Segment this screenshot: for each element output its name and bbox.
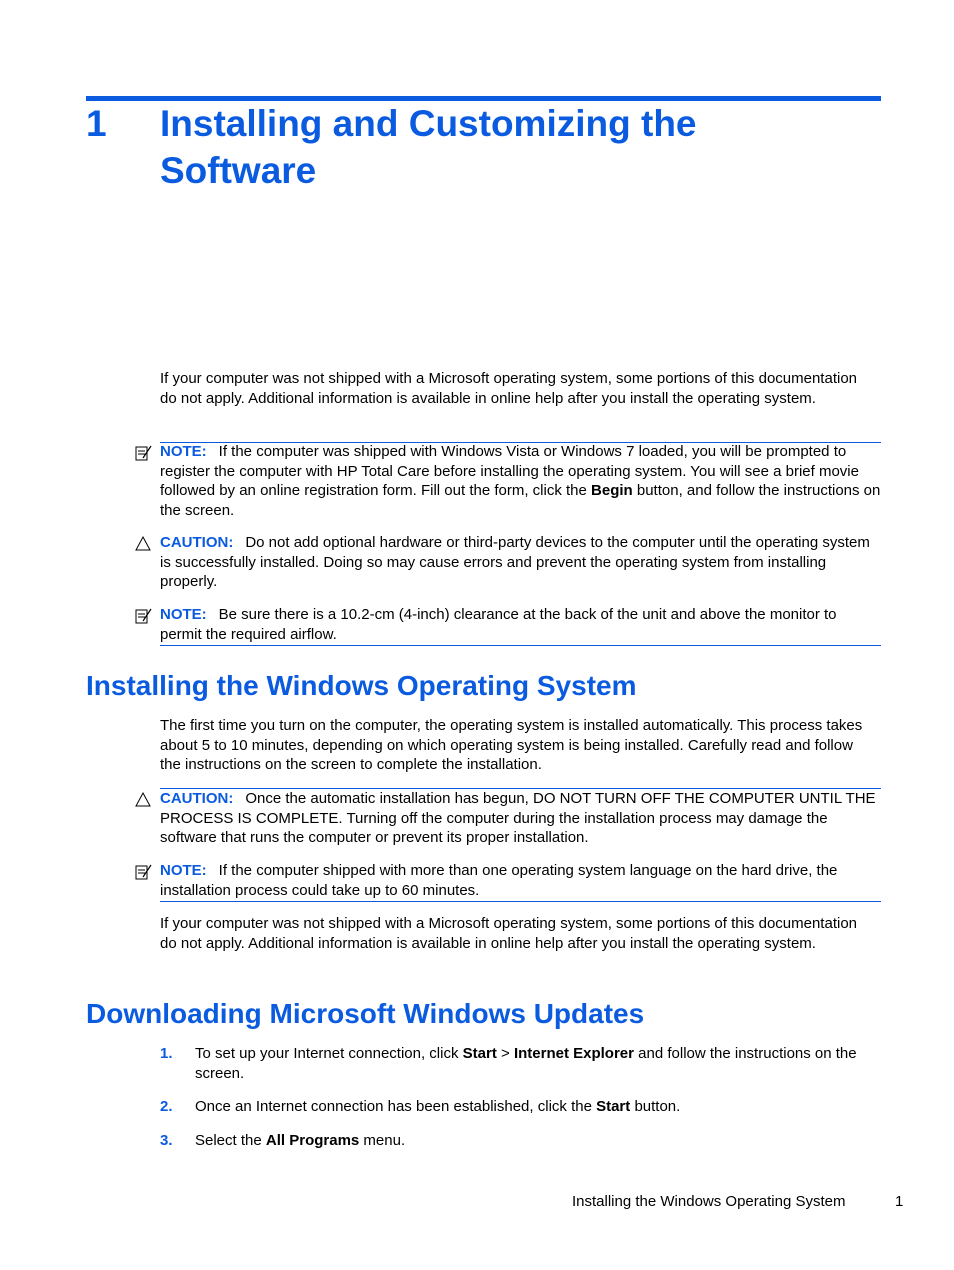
step-text: To set up your Internet connection, click Start > Internet Explorer and follow the instructions on the screen.: [195, 1045, 857, 1082]
caution-icon: [134, 791, 152, 809]
note-label: NOTE:: [160, 443, 207, 460]
chapter-title: Installing and Customizing the Software: [160, 103, 697, 191]
step-text: Once an Internet connection has been established, click the Start button.: [195, 1098, 681, 1115]
footer-section-title: Installing the Windows Operating System: [572, 1193, 846, 1210]
note-icon: [134, 863, 152, 881]
note-icon: [134, 607, 152, 625]
note-icon: [134, 444, 152, 462]
note-label: NOTE:: [160, 862, 207, 879]
caution-notice: CAUTION: Once the automatic installation has begun, DO NOT TURN OFF THE COMPUTER UNTIL THE PROCESS IS COMPLETE. Turning off the computer during the installation process may damage the software that runs the computer or prevent its proper installation.: [160, 790, 876, 846]
note-notice: NOTE: If the computer was shipped with Windows Vista or Windows 7 loaded, you will be prompted to register the computer with HP Total Care before installing the operating system. You will see a brief movie followed by an online registration form. Fill out the form, click the Begin button, and follow the instructions on the screen.: [160, 443, 881, 519]
section-heading: Installing the Windows Operating System: [86, 670, 637, 701]
step-number: 2.: [160, 1098, 173, 1115]
step-number: 1.: [160, 1045, 173, 1062]
caution-icon: [134, 535, 152, 553]
note-notice: NOTE: If the computer shipped with more than one operating system language on the hard drive, the installation process could take up to 60 minutes.: [160, 862, 838, 899]
note-label: NOTE:: [160, 606, 207, 623]
section-heading: Downloading Microsoft Windows Updates: [86, 998, 645, 1029]
caution-label: CAUTION:: [160, 790, 234, 807]
step-text: Select the All Programs menu.: [195, 1132, 406, 1149]
intro-paragraph: If your computer was not shipped with a Microsoft operating system, some portions of this documentation do not apply. Additional information is available in online help after you install the operating system.: [160, 370, 858, 407]
note-bottom-rule: [160, 901, 881, 902]
note-bottom-rule: [160, 645, 881, 646]
caution-label: CAUTION:: [160, 534, 234, 551]
caution-notice: CAUTION: Do not add optional hardware or third-party devices to the computer until the operating system is successfully installed. Doing so may cause errors and prevent the operating system from installing properly.: [160, 534, 870, 590]
step-number: 3.: [160, 1132, 173, 1149]
section-paragraph: The first time you turn on the computer, the operating system is installed automatically. This process takes about 5 to 10 minutes, depending on which operating system is being installed. Carefully read and follow the instructions on the screen to complete the installation.: [160, 717, 863, 773]
note-notice: NOTE: Be sure there is a 10.2-cm (4-inch) clearance at the back of the unit and above the monitor to permit the required airflow.: [160, 606, 837, 643]
chapter-number: 1: [86, 103, 107, 144]
section-paragraph: If your computer was not shipped with a Microsoft operating system, some portions of this documentation do not apply. Additional information is available in online help after you install the operating system.: [160, 915, 858, 952]
footer-page-number: 1: [895, 1193, 904, 1210]
